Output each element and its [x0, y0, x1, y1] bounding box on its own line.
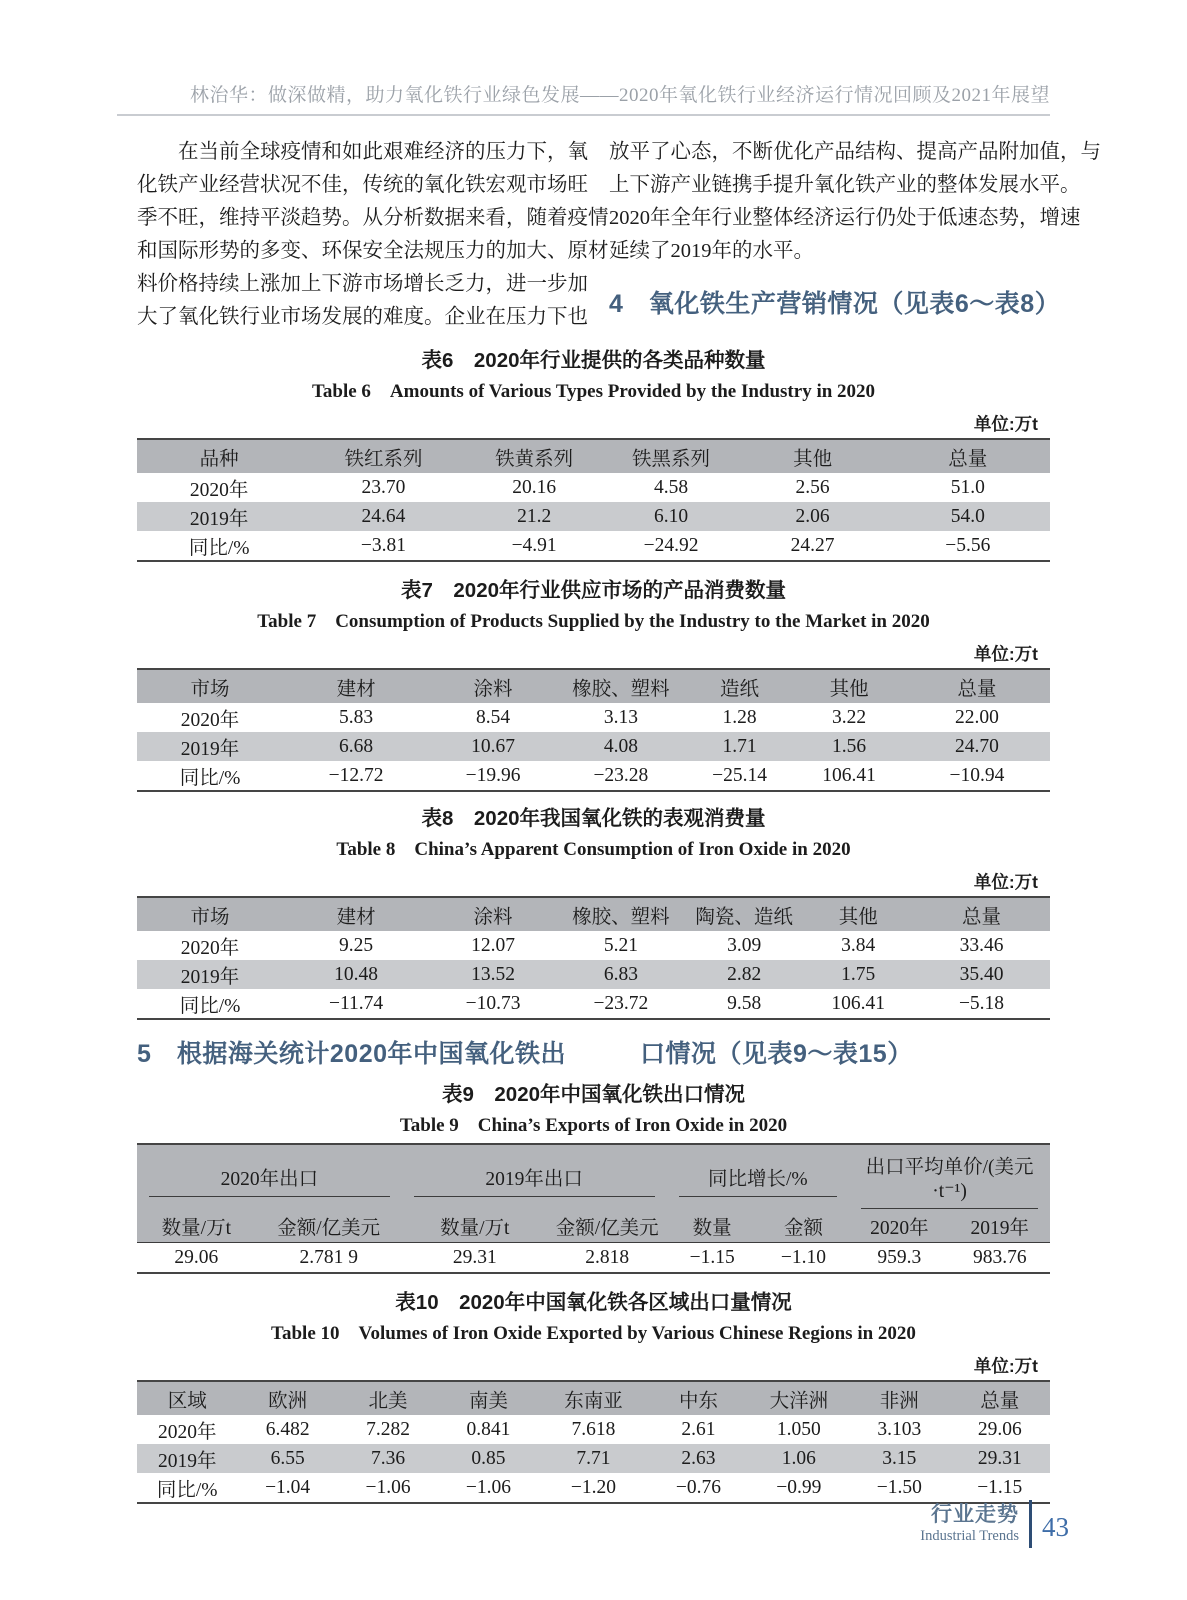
text-line: 延续了2019年的水平。: [609, 240, 814, 262]
table-cell: 51.0: [950, 476, 985, 498]
table-cell: −11.74: [329, 992, 384, 1014]
table9-title-cn: 表9 2020年中国氧化铁出口情况: [441, 1083, 745, 1106]
table9-group-header-row: [137, 1144, 1050, 1209]
table-cell: 2.61: [681, 1418, 716, 1440]
table-cell: 6.83: [557, 960, 685, 989]
table-cell: 7.282: [366, 1418, 410, 1440]
table-cell: −4.91: [511, 534, 557, 556]
column-header: 其他: [803, 897, 913, 931]
table-cell: 983.76: [972, 1246, 1027, 1268]
table-cell: 9.58: [727, 992, 762, 1014]
column-header: 铁红系列: [301, 439, 465, 473]
column-header: 金额/亿美元: [548, 1209, 667, 1243]
table9-column-group-yoy-growth: 同比增长/%: [667, 1144, 850, 1209]
column-header: 2020年: [849, 1209, 949, 1243]
column-header: 数量/万t: [137, 1209, 256, 1243]
table-row: [137, 1415, 1050, 1444]
text-line: 大了氧化铁行业市场发展的难度。企业在压力下也: [137, 306, 588, 328]
footer-section-name-cn: 行业走势: [931, 1503, 1019, 1526]
body-text: [137, 136, 1101, 334]
column-header: 陶瓷、造纸: [685, 897, 804, 931]
table-cell: 9.25: [339, 934, 374, 956]
table6-header-row: [137, 439, 1050, 473]
table-cell: 2.63: [648, 1444, 748, 1473]
column-header: 造纸: [685, 669, 795, 703]
table-cell: 35.40: [913, 960, 1050, 989]
table7-block: [137, 576, 1050, 792]
table-cell: 2019年: [137, 960, 283, 989]
table-row: [137, 1444, 1050, 1473]
table-cell: 3.103: [877, 1418, 922, 1440]
text-line: 季不旺，维持平淡趋势。从分析数据来看，随着疫情: [137, 207, 609, 229]
column-header: 涂料: [429, 897, 557, 931]
column-header: 数量: [667, 1209, 758, 1243]
table-cell: 0.85: [438, 1444, 538, 1473]
table10-unit-label: 单位:万t: [973, 1356, 1038, 1376]
table-cell: 2019年: [137, 732, 283, 761]
table9-title-en: Table 9 China’s Exports of Iron Oxide in 2020: [399, 1115, 788, 1136]
column-header: 北美: [338, 1381, 438, 1415]
table-cell: 同比/%: [179, 767, 241, 789]
table8-header-row: [137, 897, 1050, 931]
table-cell: 106.41: [822, 764, 876, 786]
section-5-heading-left: 5 根据海关统计2020年中国氧化铁出: [137, 1040, 567, 1068]
table8-title-cn: 表8 2020年我国氧化铁的表观消费量: [421, 807, 766, 830]
column-header: 中东: [648, 1381, 748, 1415]
table7-unit-label: 单位:万t: [973, 644, 1038, 664]
table-cell: 2019年: [137, 502, 301, 531]
table-cell: −1.50: [876, 1476, 922, 1498]
column-header: 建材: [283, 897, 429, 931]
table-row: [137, 732, 1050, 761]
table-cell: 6.55: [237, 1444, 337, 1473]
table-cell: 同比/%: [188, 537, 250, 559]
table-cell: −19.96: [465, 764, 521, 786]
table-row: [137, 502, 1050, 531]
table-cell: 7.71: [539, 1444, 649, 1473]
column-header: 建材: [283, 669, 429, 703]
table-cell: −3.81: [360, 534, 407, 556]
table-cell: 959.3: [877, 1246, 922, 1268]
table-cell: 2019年: [137, 1444, 237, 1473]
column-header: 南美: [438, 1381, 538, 1415]
table-cell: −1.10: [780, 1246, 827, 1268]
table-cell: 12.07: [471, 934, 515, 956]
table9: [137, 1143, 1050, 1274]
section-5-heading: [137, 1034, 1050, 1068]
table-cell: 1.75: [803, 960, 913, 989]
page-footer: [920, 1500, 1069, 1548]
column-header: 品种: [137, 439, 301, 473]
text-line: 和国际形势的多变、环保安全法规压力的加大、原材: [137, 240, 609, 262]
table8-unit-label: 单位:万t: [973, 872, 1038, 892]
table-cell: 同比/%: [156, 1479, 218, 1501]
table8-title-en: Table 8 China’s Apparent Consumption of Iron Oxide in 2020: [336, 839, 851, 860]
table-cell: 6.482: [265, 1418, 310, 1440]
table9-subheader-row: [137, 1209, 1050, 1243]
table-cell: 5.21: [603, 934, 638, 956]
table-row: [137, 960, 1050, 989]
table-cell: 0.841: [466, 1418, 511, 1440]
column-header: 其他: [794, 669, 904, 703]
table-cell: 7.36: [338, 1444, 438, 1473]
table-cell: 29.06: [977, 1418, 1022, 1440]
table-cell: 1.28: [722, 706, 757, 728]
table-cell: 21.2: [466, 502, 603, 531]
table-cell: −5.56: [945, 534, 991, 556]
table-cell: 1.050: [776, 1418, 821, 1440]
footer-section-name-en: Industrial Trends: [920, 1528, 1019, 1544]
text-line: 化铁产业经营状况不佳，传统的氧化铁宏观市场旺: [137, 174, 588, 196]
text-line: 在当前全球疫情和如此艰难经济的压力下，氧: [137, 141, 588, 163]
table-cell: 10.48: [283, 960, 429, 989]
table-cell: 24.27: [790, 534, 835, 556]
table-cell: 10.67: [429, 732, 557, 761]
table-cell: 33.46: [959, 934, 1004, 956]
table-cell: 22.00: [955, 706, 999, 728]
table-cell: 2020年: [180, 709, 240, 731]
table-cell: 29.31: [950, 1444, 1051, 1473]
table-row: [137, 989, 1050, 1019]
body-left-column: [137, 136, 609, 334]
table-cell: 2.818: [585, 1246, 630, 1268]
table-cell: −0.99: [776, 1476, 822, 1498]
table-cell: 24.70: [904, 732, 1050, 761]
table10-block: [137, 1288, 1050, 1504]
table-cell: 106.41: [831, 992, 886, 1014]
table-cell: 4.08: [557, 732, 685, 761]
table6-title-en: Table 6 Amounts of Various Types Provided by the Industry in 2020: [311, 381, 876, 402]
page-number: 43: [1042, 1511, 1069, 1542]
column-header: 数量/万t: [402, 1209, 548, 1243]
table-cell: −24.92: [643, 534, 699, 556]
column-header: 总量: [950, 1381, 1051, 1415]
table-cell: 2.82: [685, 960, 804, 989]
table6-title-cn: 表6 2020年行业提供的各类品种数量: [421, 349, 766, 372]
table-cell: −23.72: [593, 992, 649, 1014]
column-header: 欧洲: [237, 1381, 337, 1415]
table-cell: 同比/%: [179, 995, 241, 1017]
table-cell: 29.06: [174, 1246, 219, 1268]
table-cell: 24.64: [301, 502, 465, 531]
column-header: 市场: [137, 897, 283, 931]
column-header: 金额/亿美元: [256, 1209, 402, 1243]
column-header: 橡胶、塑料: [557, 897, 685, 931]
table-cell: 2.56: [795, 476, 830, 498]
table-cell: 6.68: [283, 732, 429, 761]
table6: [137, 438, 1050, 562]
table-cell: 3.84: [841, 934, 876, 956]
table-cell: 7.618: [571, 1418, 616, 1440]
section-5-heading-right: 口情况（见表9～表15）: [640, 1040, 913, 1068]
table10-title-cn: 表10 2020年中国氧化铁各区域出口量情况: [395, 1291, 792, 1314]
table-cell: −25.14: [712, 764, 767, 786]
table10-header-row: [137, 1381, 1050, 1415]
body-right-paragraph: [609, 136, 1101, 268]
column-header: 市场: [137, 669, 283, 703]
footer-section-labels: [920, 1503, 1029, 1545]
column-header: 大洋洲: [749, 1381, 849, 1415]
table-cell: −23.28: [593, 764, 649, 786]
table-cell: 1.71: [685, 732, 795, 761]
table-cell: 3.13: [603, 706, 638, 728]
column-header: 涂料: [429, 669, 557, 703]
table-cell: 3.15: [849, 1444, 949, 1473]
table-cell: 3.22: [832, 706, 867, 728]
running-head: 林治华：做深做精，助力氧化铁行业绿色发展——2020年氧化铁行业经济运行情况回顾及2021年展望: [189, 85, 1050, 106]
table-cell: 2.06: [740, 502, 886, 531]
table-row: [137, 761, 1050, 791]
table-cell: −10.94: [949, 764, 1005, 786]
text-line: 放平了心态，不断优化产品结构、提高产品附加值，与: [609, 141, 1101, 163]
column-header: 区域: [137, 1381, 237, 1415]
table7-title-cn: 表7 2020年行业供应市场的产品消费数量: [400, 579, 786, 602]
table9-column-group-2020-export: 2020年出口: [137, 1144, 402, 1209]
table-cell: −10.73: [465, 992, 521, 1014]
table-cell: 23.70: [361, 476, 406, 498]
running-head-rule: [117, 114, 1050, 116]
table-row: [137, 703, 1050, 732]
table-cell: −1.06: [365, 1476, 411, 1498]
table-cell: −1.06: [465, 1476, 512, 1498]
column-header: 2019年: [950, 1209, 1050, 1243]
text-line: 上下游产业链携手提升氧化铁产业的整体发展水平。: [609, 174, 1081, 196]
column-header: 总量: [886, 439, 1050, 473]
table-cell: −0.76: [675, 1476, 721, 1498]
table-row: [137, 1243, 1050, 1274]
table-cell: −12.72: [328, 764, 384, 786]
table6-unit-label: 单位:万t: [973, 414, 1038, 434]
table-cell: −1.04: [265, 1476, 311, 1498]
table-cell: 8.54: [476, 706, 511, 728]
table-cell: 2020年: [189, 479, 249, 501]
column-header: 其他: [740, 439, 886, 473]
section-4-heading: 4 氧化铁生产营销情况（见表6～表8）: [609, 290, 1061, 318]
table-cell: 2020年: [157, 1421, 217, 1443]
text-line: 2020年全年行业整体经济运行仍处于低速态势，增速: [609, 207, 1081, 229]
table-cell: 29.31: [452, 1246, 497, 1268]
table8: [137, 896, 1050, 1020]
column-header: 总量: [904, 669, 1050, 703]
column-header: 铁黑系列: [603, 439, 740, 473]
text-line: 料价格持续上涨加上下游市场增长乏力，进一步加: [137, 273, 588, 295]
column-header: 总量: [913, 897, 1050, 931]
table-cell: 20.16: [512, 476, 557, 498]
table9-column-group-avg-unit-price: 出口平均单价/(美元·t⁻¹): [849, 1144, 1050, 1209]
table7-header-row: [137, 669, 1050, 703]
column-header: 非洲: [849, 1381, 949, 1415]
table9-column-group-2019-export: 2019年出口: [402, 1144, 667, 1209]
column-header: 金额: [758, 1209, 849, 1243]
table-cell: 6.10: [603, 502, 740, 531]
table-cell: −1.20: [570, 1476, 617, 1498]
table-cell: −1.15: [689, 1246, 735, 1268]
table6-block: [137, 346, 1050, 562]
table7: [137, 668, 1050, 792]
table-cell: 1.06: [749, 1444, 849, 1473]
table8-block: [137, 804, 1050, 1020]
table-cell: 4.58: [654, 476, 689, 498]
table-row: [137, 473, 1050, 502]
column-header: 橡胶、塑料: [557, 669, 685, 703]
table-cell: 2020年: [180, 937, 240, 959]
table7-title-en: Table 7 Consumption of Products Supplied by the Industry to the Market in 2020: [257, 611, 930, 632]
table-row: [137, 531, 1050, 561]
body-right-column: [609, 136, 1101, 334]
column-header: 东南亚: [539, 1381, 649, 1415]
table-row: [137, 931, 1050, 960]
table-cell: 54.0: [886, 502, 1050, 531]
table10-title-en: Table 10 Volumes of Iron Oxide Exported by Various Chinese Regions in 2020: [271, 1323, 916, 1344]
table9-block: [137, 1080, 1050, 1274]
table-cell: 5.83: [339, 706, 374, 728]
table-row: [137, 1473, 1050, 1503]
table10: [137, 1380, 1050, 1504]
table-cell: 3.09: [727, 934, 762, 956]
table-cell: −1.15: [977, 1476, 1023, 1498]
table-cell: 13.52: [429, 960, 557, 989]
table-cell: 2.781 9: [299, 1246, 358, 1268]
table-cell: −5.18: [958, 992, 1005, 1014]
table-cell: 1.56: [794, 732, 904, 761]
column-header: 铁黄系列: [466, 439, 603, 473]
